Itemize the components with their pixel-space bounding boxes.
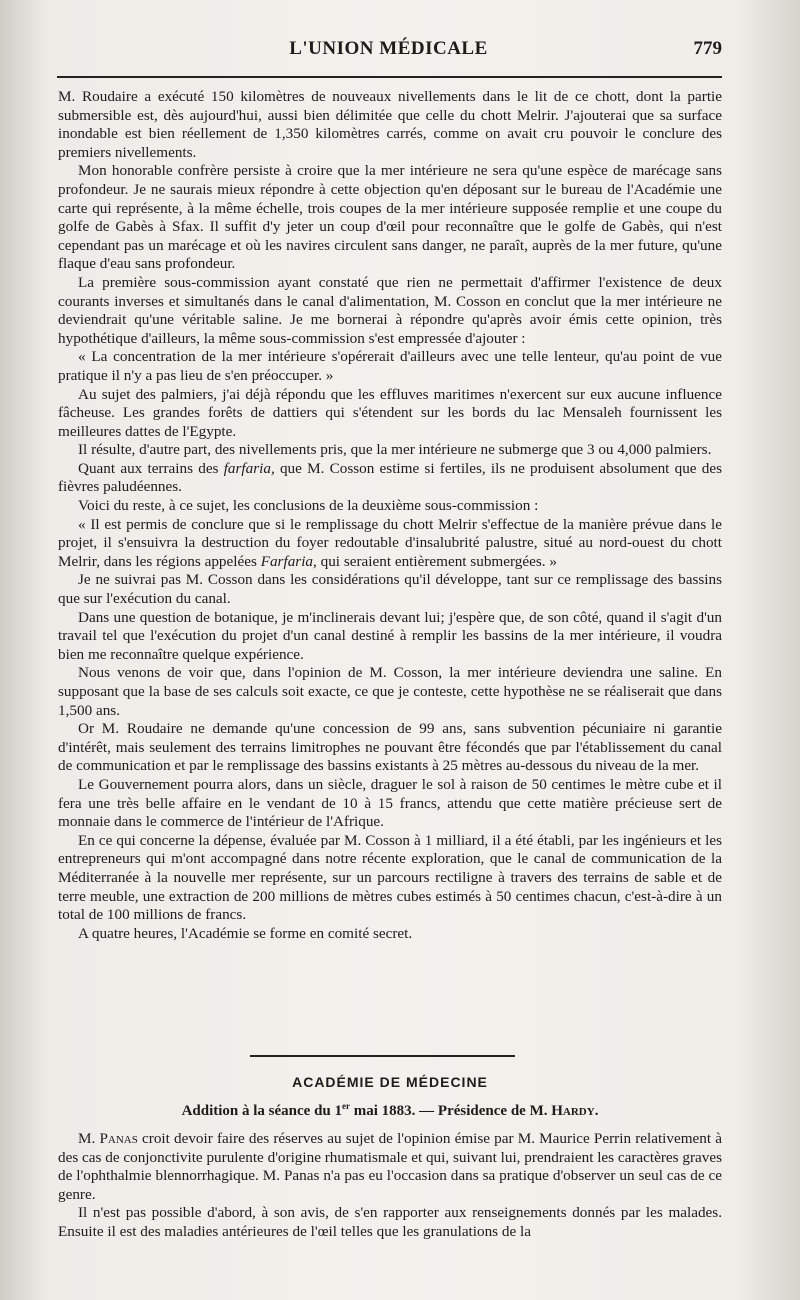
- paragraph: [58, 460, 722, 497]
- page-header: [55, 38, 722, 72]
- text-run: qui seraient entièrement submergées. »: [316, 552, 557, 570]
- paragraph: Au sujet des palmiers, j'ai déjà répondu que les effluves maritimes n'exercent sur eux aucune influence fâcheuse. Les grandes forêts de dattiers qui s'étendent sur les bords du lac Mensaleh fournissent les meilleures dattes de l'Egypte.: [58, 385, 722, 440]
- text-run: croit devoir faire des réserves au sujet de l'opinion émise par M. Maurice Perrin relativement à des cas de conjonctivite purulente d'origine rhumatismale et qui, suivant lui, prendraient les caractères graves de l'ophthalmie blennorrhagique. M. Panas n'a pas eu l'occasion dans sa pratique d'observer un seul cas de ce genre.: [58, 1130, 723, 1203]
- paragraph: Dans une question de botanique, je m'inclinerais devant lui; j'espère que, de son côté, quand il s'agit d'un travail tel que l'exécution du projet d'un canal destiné à remplir les bassins de la mer intérieure, il voudra bien me reconnaître quelque expérience.: [58, 608, 722, 663]
- page-number: 779: [693, 38, 722, 59]
- paragraph: Il n'est pas possible d'abord, à son avis, de s'en rapporter aux renseignements donnés par les malades. Ensuite il est des maladies antérieures de l'œil telles que les granulations de la: [58, 1204, 722, 1240]
- speaker-name: M. Panas: [78, 1130, 138, 1147]
- body-text: [58, 88, 722, 943]
- paragraph: Nous venons de voir que, dans l'opinion de M. Cosson, la mer intérieure deviendra une saline. En supposant que la base de ses calculs soit exacte, ce que je conteste, cette hypothèse ne se réaliserait que dans 1,500 ans.: [58, 664, 722, 719]
- header-rule: [57, 76, 722, 78]
- paragraph: Le Gouvernement pourra alors, dans un siècle, draguer le sol à raison de 50 centimes le mètre cube et il fera une très belle affaire en le vendant de 10 à 15 francs, attendu que cette matière précieuse sert de monnaie dans le commerce de l'intérieur de l'Afrique.: [58, 775, 722, 831]
- paragraph: Il résulte, d'autre part, des nivellements pris, que la mer intérieure ne submerge que 3 ou 4,000 palmiers.: [78, 441, 712, 459]
- section-title: ACADÉMIE DE MÉDECINE: [292, 1074, 488, 1090]
- running-title: L'UNION MÉDICALE: [289, 38, 488, 59]
- paragraph: Voici du reste, à ce sujet, les conclusions de la deuxième sous-commission :: [78, 497, 539, 515]
- paragraph: Je ne suivrai pas M. Cosson dans les considérations qu'il développe, tant sur ce remplissage des bassins que sur l'exécution du canal.: [58, 571, 722, 608]
- paragraph: A quatre heures, l'Académie se forme en comité secret.: [78, 924, 413, 942]
- text-run: mai 1883. — Présidence de M.: [350, 1103, 552, 1119]
- paragraph: La première sous-commission ayant constaté que rien ne permettait d'affirmer l'existence de deux courants inverses et simultanés dans le canal d'alimentation, M. Cosson en conclut que la mer intérieure ne deviendrait qu'une véritable saline. Je me bornerai à répondre qu'après avoir émis cette opinion, très hypothétique d'ailleurs, la même sous-commission s'est empressée d'ajouter :: [58, 273, 722, 347]
- section-body: [58, 1130, 722, 1242]
- italic-term: farfaria,: [223, 459, 275, 477]
- paragraph: [58, 1130, 722, 1204]
- ordinal-superscript: er: [342, 1101, 351, 1111]
- text-run: que M. Cosson estime si fertiles, ils ne produisent absolument que des fièvres paludéennes.: [58, 459, 722, 496]
- president-name: Hardy: [551, 1103, 595, 1119]
- text-run: .: [594, 1103, 599, 1119]
- italic-term: Farfaria,: [260, 552, 317, 570]
- paragraph: M. Roudaire a exécuté 150 kilomètres de nouveaux nivellements dans le lit de ce chott, dont la partie submersible est, dès aujourd'hui, aussi bien délimitée que celle du chott Melrir. J'ajouterai que sa surface inondable est bien réellement de 1,350 kilomètres carrés, comme on avait cru pouvoir le conclure des premiers nivellements.: [58, 88, 722, 161]
- text-run: Addition à la séance du 1: [181, 1103, 343, 1119]
- section-divider: [250, 1055, 515, 1057]
- quotation-paragraph: [58, 516, 722, 572]
- paragraph: En ce qui concerne la dépense, évaluée par M. Cosson à 1 milliard, il a été établi, par les ingénieurs et les entrepreneurs qui m'ont accompagné dans notre récente exploration, que le canal de communication de la Méditerranée à la nouvelle mer représente, sur un parcours rectiligne à travers des terrains de sable et de terre meuble, une extraction de 200 millions de mètres cubes estimés à 50 centimes chacun, c'est-à-dire à un total de 100 millions de francs.: [58, 831, 722, 924]
- paragraph: Mon honorable confrère persiste à croire que la mer intérieure ne sera qu'une espèce de marécage sans profondeur. Je ne saurais mieux répondre à cette objection qu'en déposant sur le bureau de l'Académie une carte qui représente, à la même échelle, trois coupes de la mer intérieure supposée remplie et une coupe du golfe de Gabès à Sfax. Il suffit d'y jeter un coup d'œil pour reconnaître que le golfe de Gabès, qui n'est cependant pas un marécage et où les navires circulent sans danger, ne paraît, auprès de la mer future, qu'une flaque d'eau sans profondeur.: [58, 162, 722, 273]
- text-run: Quant aux terrains des: [78, 459, 224, 477]
- paragraph: Or M. Roudaire ne demande qu'une concession de 99 ans, sans subvention pécuniaire ni garantie d'intérêt, mais seulement des terrains limitrophes ne pouvant être fécondés que par l'établissement du canal de communication et par le remplissage des bassins existants à 25 mètres au-dessous du niveau de la mer.: [58, 720, 722, 775]
- text-run: « Il est permis de conclure que si le remplissage du chott Melrir s'effectue de la manière prévue dans le projet, il s'ensuivra la destruction du foyer redoutable d'insalubrité palustre, situé au nord-ouest du chott Melrir, dans les régions appelées: [58, 515, 722, 570]
- quotation-paragraph: « La concentration de la mer intérieure s'opérerait d'ailleurs avec une telle lenteur, qu'au point de vue pratique il n'y a pas lieu de s'en préoccuper. »: [58, 348, 722, 384]
- session-line: [58, 1101, 722, 1120]
